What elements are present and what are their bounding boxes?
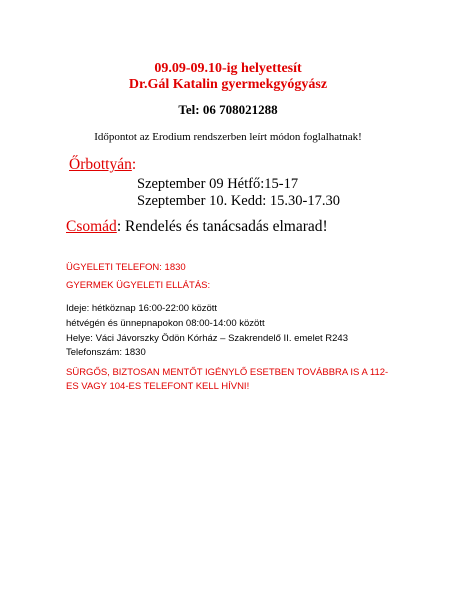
urgent-warning-line-2: ES VAGY 104-ES TELEFONT KELL HÍVNI!	[66, 381, 250, 392]
schedule-line-1: Szeptember 09 Hétfő:15-17	[137, 176, 299, 192]
duty-place: Helye: Váci Jávorszky Ödön Kórház – Szakrendelő II. emelet R243	[66, 333, 348, 344]
location-csomad	[66, 218, 328, 236]
location-orbottyan-name: Őrbottyán	[69, 156, 132, 173]
duty-telephone: Telefonszám: 1830	[66, 347, 146, 358]
duty-phone-line: ÜGYELETI TELEFON: 1830	[66, 262, 186, 273]
notice-title-line-2: Dr.Gál Katalin gyermekgyógyász	[128, 77, 328, 92]
duty-care-heading: GYERMEK ÜGYELETI ELLÁTÁS:	[66, 280, 211, 291]
location-orbottyan	[69, 156, 136, 174]
location-orbottyan-suffix: :	[131, 156, 137, 173]
schedule-line-2: Szeptember 10. Kedd: 15.30-17.30	[137, 193, 340, 209]
duty-time-weekday: Ideje: hétköznap 16:00-22:00 között	[66, 303, 218, 314]
doctor-phone: Tel: 06 708021288	[178, 102, 278, 117]
duty-time-weekend: hétvégén és ünnepnapokon 08:00-14:00 között	[66, 318, 265, 329]
notice-title-line-1: 09.09-09.10-ig helyettesít	[154, 61, 302, 76]
urgent-warning-line-1: SÜRGŐS, BIZTOSAN MENTŐT IGÉNYLŐ ESETBEN TOVÁBBRA IS A 112-	[66, 367, 389, 378]
location-csomad-name: Csomád	[66, 218, 117, 235]
booking-note: Időpontot az Erodium rendszerben leírt módon foglalhatnak!	[94, 131, 362, 143]
location-csomad-note: : Rendelés és tanácsadás elmarad!	[116, 218, 328, 235]
